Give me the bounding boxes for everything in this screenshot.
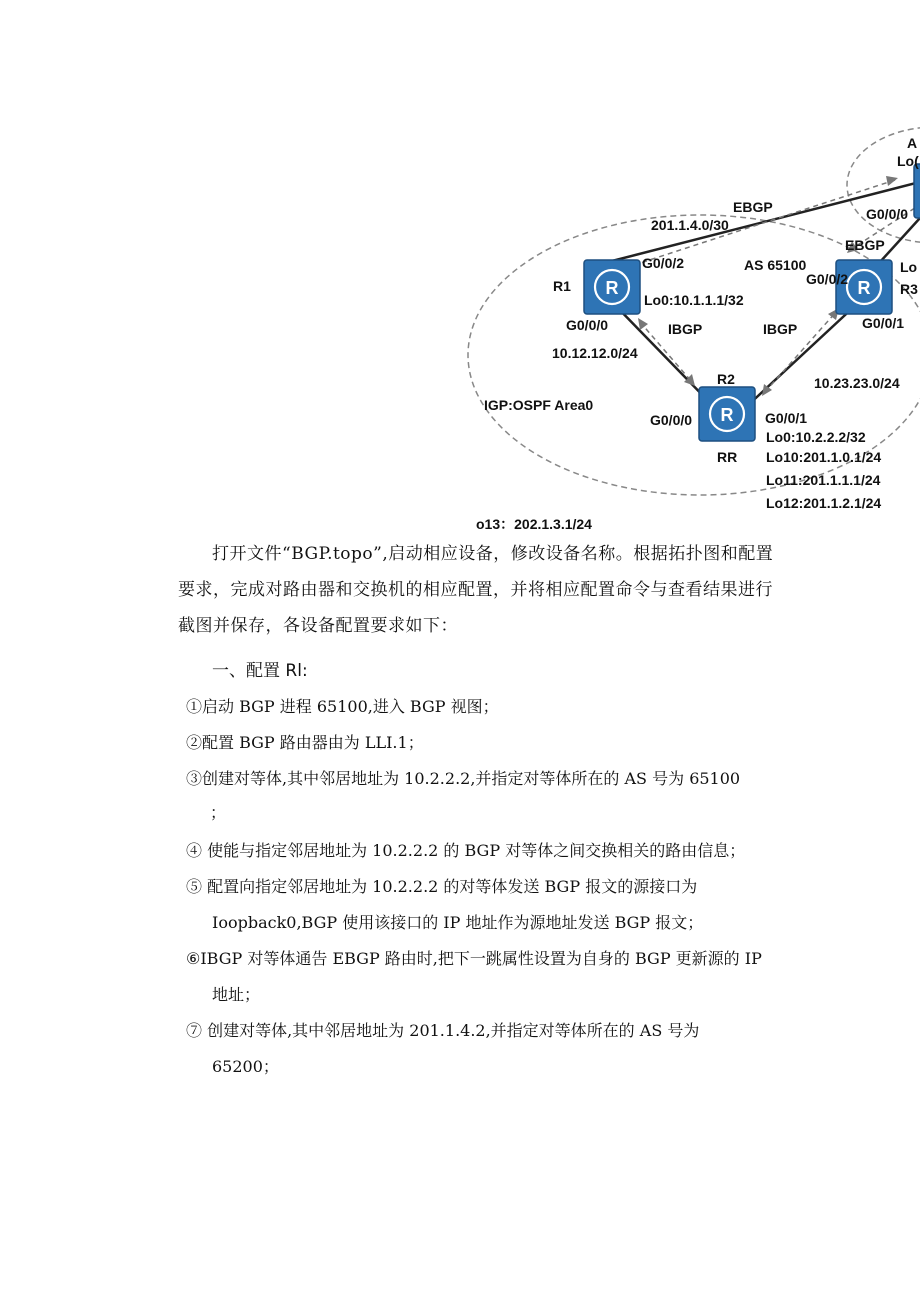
lo-top-label: Lo( [897,153,919,169]
r1-g002-label: G0/0/2 [642,255,685,271]
net-r2-r3-label: 10.23.23.0/24 [814,375,900,391]
list-item: ⑦ 创建对等体,其中邻居地址为 201.1.4.2,并指定对等体所在的 AS 号为 [186,1021,700,1040]
svg-text:R: R [857,278,871,298]
r2-lo12-label: Lo12:201.1.2.1/24 [766,495,882,511]
link-r2-r3 [745,303,858,408]
intro-paragraph: 打开文件“BGP.topo”,启动相应设备，修改设备名称。根据拓扑图和配置要求，完成对路由器和交换机的相应配置，并将相应配置命令与查看结果进行截图并保存，各设备配置要求如下： [178,544,774,636]
r2-role-label: RR [717,449,738,465]
router-r3-icon [836,260,892,314]
igp-label: IGP:OSPF Area0 [484,397,594,413]
r1-lo0-label: Lo0:10.1.1.1/32 [644,292,744,308]
r1-name-label: R1 [553,278,571,294]
r3-g002-label: G0/0/2 [806,271,849,287]
figure-caption: o13：202.1.3.1/24 [476,516,592,532]
svg-text:R: R [720,405,734,425]
router-r2-icon [699,387,755,441]
r3-lo-label: Lo [900,259,918,275]
r3-g001-label: G0/0/1 [862,315,905,331]
list-item-continuation: ； [210,803,227,822]
r2-g000-label: G0/0/0 [650,412,693,428]
net-r1-r2-label: 10.12.12.0/24 [552,345,638,361]
link-r3-top [880,218,920,262]
router-r1-icon [584,260,640,314]
ebgp-r3-label: EBGP [845,237,885,253]
list-item: ⑥IBGP 对等体通告 EBGP 路由时,把下一跳属性设置为自身的 BGP 更新源的 IP [186,949,762,968]
router-top-icon [914,164,920,218]
r2-lo0-label: Lo0:10.2.2.2/32 [766,429,866,445]
bgp-topology-diagram [0,0,920,540]
ibgp-left-label: IBGP [668,321,703,337]
as-name-label: AS 65100 [744,257,807,273]
list-item: ③创建对等体,其中邻居地址为 10.2.2.2,并指定对等体所在的 AS 号为 65100 [186,769,741,788]
svg-text:R: R [605,278,619,298]
arrowhead [886,176,898,186]
list-item-continuation: 65200； [212,1057,279,1076]
list-item: ⑤ 配置向指定邻居地址为 10.2.2.2 的对等体发送 BGP 报文的源接口为 [186,877,698,896]
list-item: ④ 使能与指定邻居地址为 10.2.2.2 的 BGP 对等体之间交换相关的路由信息； [186,841,746,860]
as-top-label: A [907,135,918,151]
list-item: ②配置 BGP 路由器由为 LLI.1； [186,733,424,752]
g000-top-label: G0/0/0 [866,206,909,222]
list-item-continuation: 地址； [212,985,261,1004]
arrowhead [684,374,695,386]
ebgp-top-label: EBGP [733,199,773,215]
net-r1-r4-label: 201.1.4.0/30 [651,217,729,233]
section-heading: 一、配置 Rl: [212,661,308,681]
r3-name-label: R3 [900,281,918,297]
r2-name-label: R2 [717,371,735,387]
r1-g000-label: G0/0/0 [566,317,609,333]
r2-lo10-label: Lo10:201.1.0.1/24 [766,449,882,465]
arrowhead [638,318,648,330]
r2-lo11-label: Lo11:201.1.1.1/24 [766,472,881,488]
list-item-continuation: Ioopback0,BGP 使用该接口的 IP 地址作为源地址发送 BGP 报文； [212,913,704,932]
ibgp-right-label: IBGP [763,321,798,337]
r2-g001-label: G0/0/1 [765,410,808,426]
list-item: ①启动 BGP 进程 65100,进入 BGP 视图； [186,697,499,716]
